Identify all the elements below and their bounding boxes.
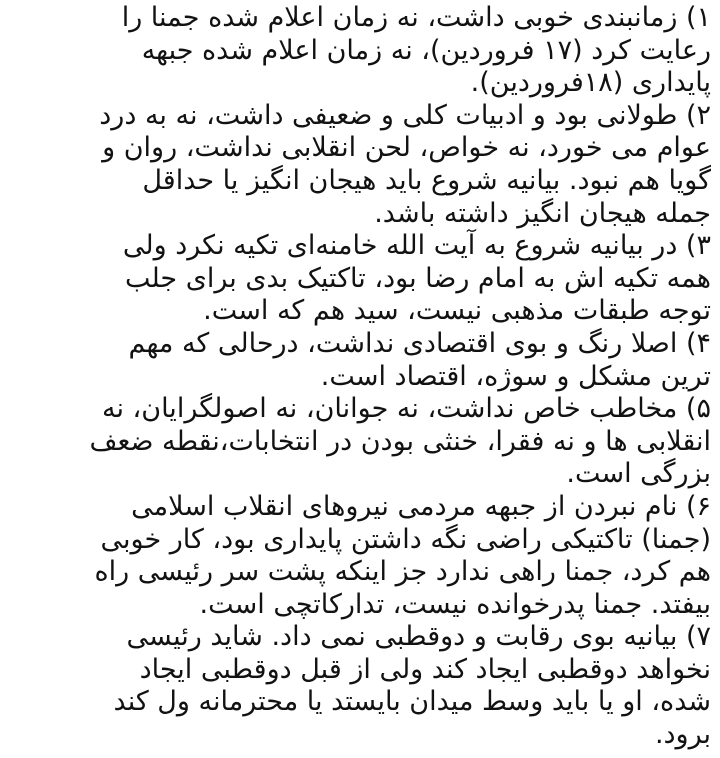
text-line: برود. <box>654 719 711 751</box>
numbered-point-1 <box>12 2 711 100</box>
text-line: ۲) طولانی بود و ادبیات کلی و ضعیفی داشت، نه به درد <box>99 99 711 131</box>
numbered-point-2 <box>12 100 711 230</box>
text-line: ترین مشکل و سوژه، اقتصاد است. <box>320 360 711 392</box>
text-line: همه تکیه اش به امام رضا بود، تاکتیک بدی برای جلب <box>124 262 711 294</box>
text-line: توجه طبقات مذهبی نیست، سید هم که است. <box>203 295 711 327</box>
numbered-point-3 <box>12 230 711 328</box>
text-line: جمله هیجان انگیز داشته باشد. <box>374 197 711 229</box>
text-line: ۷) بیانیه بوی رقابت و دوقطبی نمی داد. شاید رئیسی <box>126 621 711 653</box>
text-line: ۱) زمانبندی خوبی داشت، نه زمان اعلام شده جمنا را <box>121 2 711 33</box>
numbered-point-6 <box>12 491 711 621</box>
text-line: ۴) اصلا رنگ و بوی اقتصادی نداشت، درحالی که مهم <box>128 327 711 359</box>
text-line: شده، او یا باید وسط میدان بایستد یا محترمانه ول کند <box>113 686 711 718</box>
text-line: ۳) در بیانیه شروع به آیت الله خامنه‌ای تکیه نکرد ولی <box>122 230 711 262</box>
text-line: هم کرد، جمنا راهی ندارد جز اینکه پشت سر رئیسی راه <box>94 556 711 588</box>
text-line: عوام می خورد، نه خواص، لحن انقلابی نداشت، روان و <box>102 132 711 164</box>
text-line: رعایت کرد (۱۷ فروردین)، نه زمان اعلام شده جبهه <box>141 34 711 66</box>
text-line: بزرگی است. <box>566 458 711 490</box>
text-line: ۵) مخاطب خاص نداشت، نه جوانان، نه اصولگرایان، نه <box>101 393 711 425</box>
text-line: پایداری (۱۸فروردین). <box>470 67 711 99</box>
numbered-point-5 <box>12 393 711 491</box>
text-line: ۶) نام نبردن از جبهه مردمی نیروهای انقلاب اسلامی <box>131 490 711 522</box>
text-line: نخواهد دوقطبی ایجاد کند ولی از قبل دوقطبی ایجاد <box>139 653 711 685</box>
text-line: بیفتد. جمنا پدرخوانده نیست، تدارکاتچی است. <box>199 588 711 620</box>
numbered-point-7 <box>12 621 711 751</box>
text-line: گویا هم نبود. بیانیه شروع باید هیجان انگیز یا حداقل <box>142 164 711 196</box>
text-line: (جمنا) تاکتیکی راضی نگه داشتن پایداری بود، کار خوبی <box>100 523 711 555</box>
text-line: انقلابی ها و نه فقرا، خنثی بودن در انتخابات،نقطه ضعف <box>89 425 711 457</box>
numbered-point-4 <box>12 328 711 393</box>
